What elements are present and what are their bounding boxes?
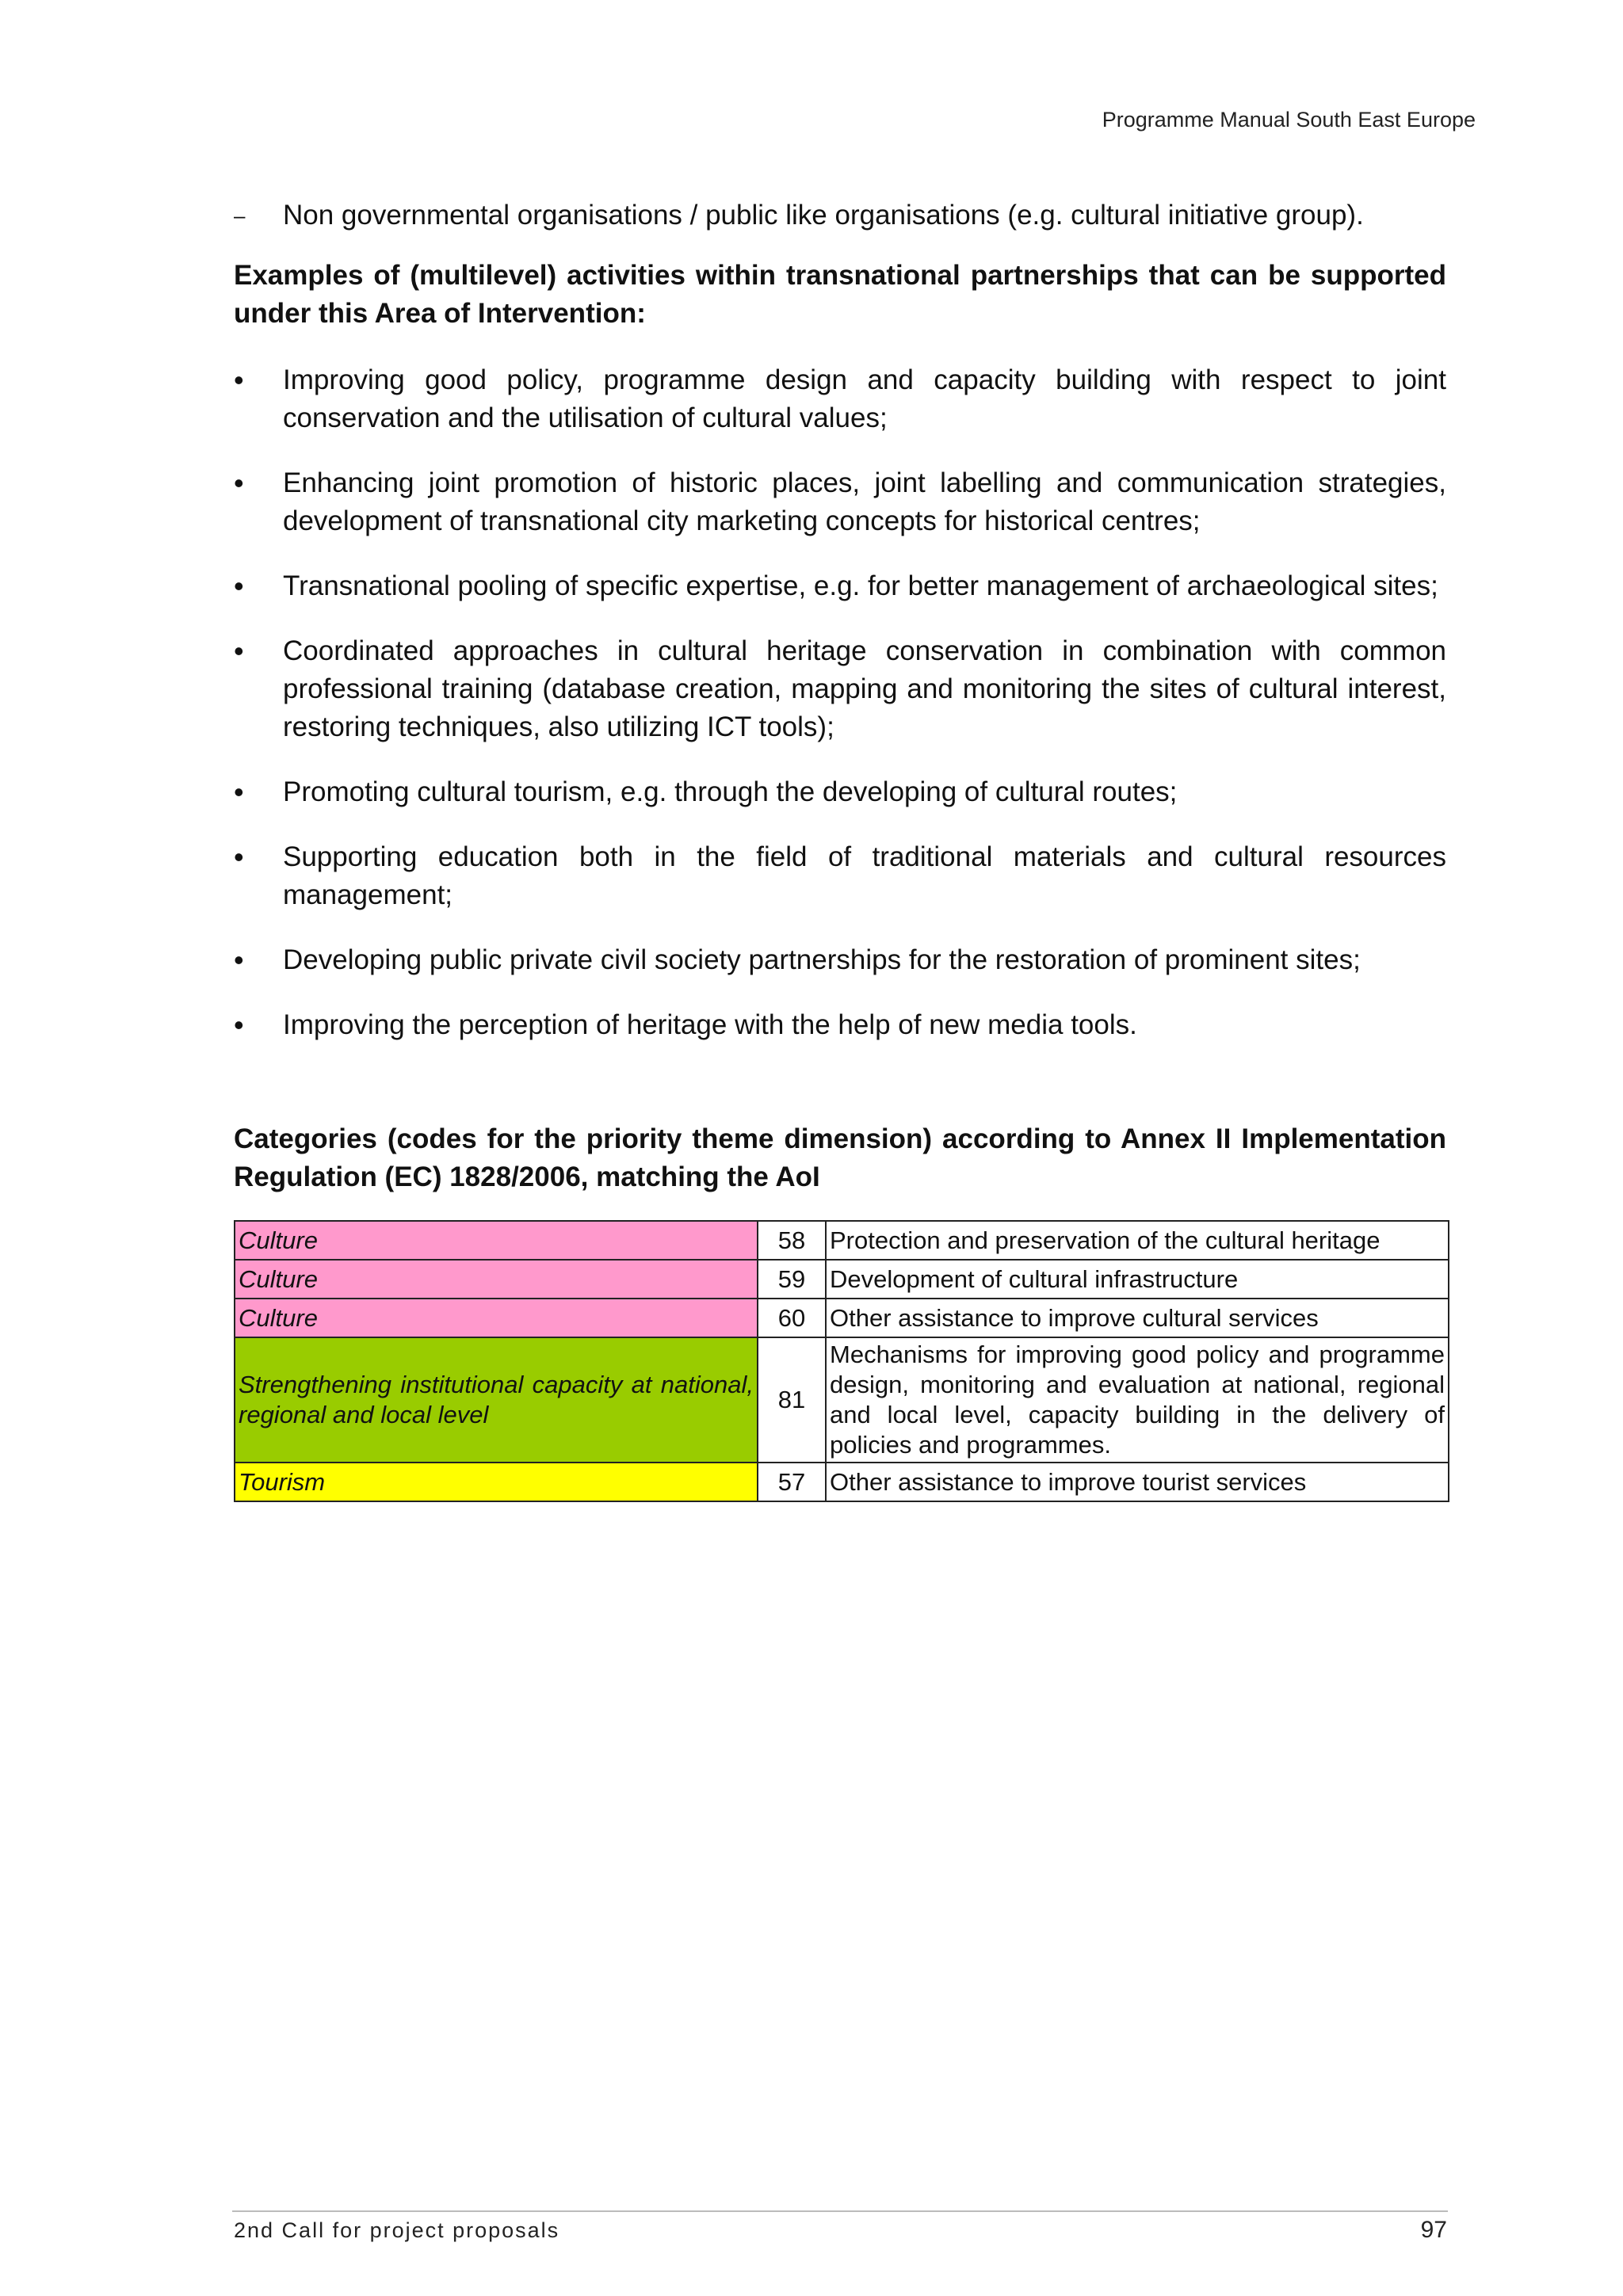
bullet-marker: •: [234, 1009, 244, 1041]
examples-list: [234, 361, 1446, 1044]
list-item-text: Promoting cultural tourism, e.g. through the developing of cultural routes;: [283, 776, 1178, 807]
bullet-marker: •: [234, 841, 244, 873]
categories-table: [234, 1220, 1449, 1502]
list-item-text: Improving the perception of heritage with the help of new media tools.: [283, 1009, 1137, 1040]
list-item-text: Transnational pooling of specific expertise, e.g. for better management of archaeological sites;: [283, 570, 1438, 601]
table-row: [235, 1260, 1449, 1299]
examples-heading: Examples of (multilevel) activities within transnational partnerships that can be supported under this Area of Intervention:: [234, 260, 1446, 329]
list-item-text: Supporting education both in the field of traditional materials and cultural resources management;: [283, 841, 1446, 910]
list-item-text: Improving good policy, programme design and capacity building with respect to joint conservation and the utilisation of cultural values;: [283, 364, 1446, 433]
list-item: [234, 838, 1446, 914]
bullet-marker: •: [234, 467, 244, 499]
footer-divider: [232, 2210, 1448, 2212]
list-item: [234, 464, 1446, 540]
table-row: [235, 1463, 1449, 1501]
intro-list-text: Non governmental organisations / public like organisations (e.g. cultural initiative group).: [283, 200, 1364, 231]
list-item-text: Developing public private civil society partnerships for the restoration of prominent sites;: [283, 944, 1361, 975]
dash-marker: –: [234, 204, 246, 227]
categories-heading: Categories (codes for the priority theme dimension) according to Annex II Implementation Regulation (EC) 1828/2006, matching the AoI: [234, 1123, 1446, 1192]
description-cell: Protection and preservation of the cultural heritage: [826, 1221, 1449, 1260]
category-cell: Culture: [235, 1221, 758, 1260]
list-item: [234, 1006, 1446, 1044]
description-cell: Other assistance to improve tourist services: [826, 1463, 1449, 1501]
list-item: [234, 567, 1446, 605]
category-cell: Tourism: [235, 1463, 758, 1501]
running-header: Programme Manual South East Europe: [1102, 108, 1476, 132]
table-row: [235, 1221, 1449, 1260]
code-cell: 60: [758, 1299, 826, 1337]
list-item-text: Enhancing joint promotion of historic places, joint labelling and communication strategies, development of transnational city marketing concepts for historical centres;: [283, 467, 1446, 536]
category-cell: Culture: [235, 1260, 758, 1299]
category-cell: Strengthening institutional capacity at national, regional and local level: [235, 1337, 758, 1463]
list-item: [234, 632, 1446, 746]
code-cell: 57: [758, 1463, 826, 1501]
list-item: [234, 361, 1446, 437]
bullet-marker: •: [234, 944, 244, 976]
code-cell: 58: [758, 1221, 826, 1260]
description-cell: Mechanisms for improving good policy and programme design, monitoring and evaluation at national, regional and local level, capacity building in the delivery of policies and programmes.: [826, 1337, 1449, 1463]
table-row: [235, 1299, 1449, 1337]
bullet-marker: •: [234, 635, 244, 667]
list-item-text: Coordinated approaches in cultural heritage conservation in combination with common professional training (database creation, mapping and monitoring the sites of cultural interest, restoring techniques, also utilizing ICT tools);: [283, 635, 1446, 742]
category-cell: Culture: [235, 1299, 758, 1337]
description-cell: Development of cultural infrastructure: [826, 1260, 1449, 1299]
bullet-marker: •: [234, 776, 244, 808]
description-cell: Other assistance to improve cultural services: [826, 1299, 1449, 1337]
list-item: [234, 941, 1446, 979]
table-row: [235, 1337, 1449, 1463]
page-content: [234, 196, 1446, 1502]
intro-list-item: [234, 196, 1446, 235]
page-number: 97: [1420, 2217, 1447, 2243]
list-item: [234, 773, 1446, 811]
footer-title: 2nd Call for project proposals: [234, 2218, 560, 2242]
bullet-marker: •: [234, 364, 244, 396]
code-cell: 59: [758, 1260, 826, 1299]
code-cell: 81: [758, 1337, 826, 1463]
bullet-marker: •: [234, 570, 244, 602]
